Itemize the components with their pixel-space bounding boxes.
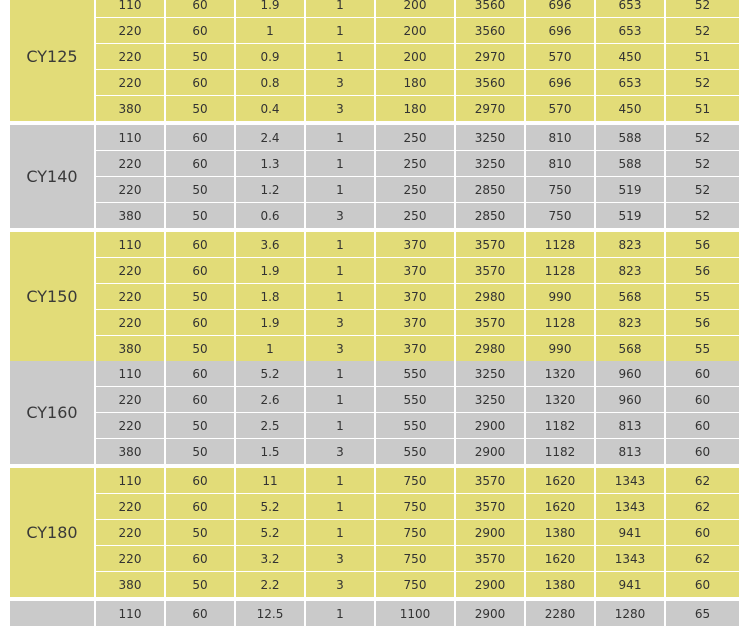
table-cell: 550: [376, 439, 454, 464]
table-cell: 941: [596, 572, 664, 597]
table-cell: 60: [166, 0, 234, 17]
table-cell: 823: [596, 310, 664, 335]
table-cell: 5.2: [236, 494, 304, 519]
table-cell: 51: [666, 44, 739, 69]
table-cell: 3560: [456, 0, 524, 17]
table-cell: 2850: [456, 177, 524, 202]
table-cell: 550: [376, 387, 454, 412]
table-cell: 3250: [456, 361, 524, 386]
table-cell: 3570: [456, 494, 524, 519]
model-label: CY125: [10, 0, 94, 121]
table-cell: 750: [376, 546, 454, 571]
table-cell: 56: [666, 258, 739, 283]
table-cell: 50: [166, 520, 234, 545]
table-cell: 220: [96, 44, 164, 69]
table-cell: 1.2: [236, 177, 304, 202]
table-cell: 3250: [456, 125, 524, 150]
table-cell: 2980: [456, 284, 524, 309]
table-cell: 52: [666, 70, 739, 95]
table-cell: 813: [596, 413, 664, 438]
table-cell: 3: [306, 439, 374, 464]
model-label: CY150: [10, 232, 94, 361]
table-cell: 60: [666, 439, 739, 464]
table-cell: 2.2: [236, 572, 304, 597]
table-cell: 3570: [456, 310, 524, 335]
table-cell: 370: [376, 258, 454, 283]
table-cell: 3570: [456, 232, 524, 257]
table-cell: 1: [306, 520, 374, 545]
table-cell: 1: [236, 336, 304, 361]
model-label: CY160: [10, 361, 94, 464]
table-cell: 568: [596, 336, 664, 361]
table-cell: 2900: [456, 520, 524, 545]
table-cell: 750: [376, 520, 454, 545]
table-cell: 1.5: [236, 439, 304, 464]
table-cell: 110: [96, 0, 164, 17]
table-cell: 941: [596, 520, 664, 545]
table-cell: 519: [596, 177, 664, 202]
table-cell: 3560: [456, 70, 524, 95]
table-cell: 750: [376, 572, 454, 597]
table-cell: 50: [166, 336, 234, 361]
table-cell: 62: [666, 468, 739, 493]
table-cell: 3: [306, 203, 374, 228]
table-cell: 750: [376, 468, 454, 493]
table-cell: 55: [666, 336, 739, 361]
table-cell: 550: [376, 361, 454, 386]
table-cell: 11: [236, 468, 304, 493]
table-cell: 50: [166, 284, 234, 309]
table-cell: 1: [306, 361, 374, 386]
table-cell: 56: [666, 310, 739, 335]
table-cell: 1128: [526, 258, 594, 283]
table-cell: 1: [306, 494, 374, 519]
table-cell: 50: [166, 96, 234, 121]
table-cell: 2900: [456, 439, 524, 464]
table-cell: 1: [306, 387, 374, 412]
table-cell: 60: [166, 18, 234, 43]
table-cell: 450: [596, 96, 664, 121]
table-cell: 5.2: [236, 361, 304, 386]
table-cell: 60: [166, 258, 234, 283]
table-cell: 50: [166, 413, 234, 438]
table-cell: 3.6: [236, 232, 304, 257]
table-cell: 250: [376, 177, 454, 202]
table-cell: 60: [166, 494, 234, 519]
table-cell: 50: [166, 439, 234, 464]
table-cell: 3560: [456, 18, 524, 43]
table-cell: 12.5: [236, 601, 304, 626]
table-cell: 2280: [526, 601, 594, 626]
table-cell: 60: [166, 232, 234, 257]
table-cell: 2970: [456, 44, 524, 69]
table-cell: 1: [306, 284, 374, 309]
table-cell: 1: [306, 151, 374, 176]
table-cell: 1320: [526, 361, 594, 386]
table-cell: 0.9: [236, 44, 304, 69]
table-cell: 52: [666, 125, 739, 150]
table-cell: 52: [666, 0, 739, 17]
table-cell: 810: [526, 151, 594, 176]
table-cell: 51: [666, 96, 739, 121]
table-cell: 60: [166, 361, 234, 386]
table-cell: 1: [306, 125, 374, 150]
table-cell: 3: [306, 310, 374, 335]
table-cell: 1100: [376, 601, 454, 626]
table-cell: 65: [666, 601, 739, 626]
table-cell: 220: [96, 520, 164, 545]
table-cell: 3: [306, 572, 374, 597]
table-cell: 200: [376, 44, 454, 69]
table-cell: 0.8: [236, 70, 304, 95]
table-cell: 60: [166, 125, 234, 150]
table-cell: 823: [596, 232, 664, 257]
table-cell: 370: [376, 232, 454, 257]
table-cell: 60: [666, 572, 739, 597]
table-cell: 250: [376, 203, 454, 228]
table-cell: 220: [96, 413, 164, 438]
table-cell: 220: [96, 387, 164, 412]
table-cell: 380: [96, 96, 164, 121]
table-cell: 220: [96, 258, 164, 283]
table-cell: 50: [166, 203, 234, 228]
table-cell: 220: [96, 546, 164, 571]
table-cell: 588: [596, 151, 664, 176]
table-cell: 52: [666, 18, 739, 43]
table-cell: 2980: [456, 336, 524, 361]
table-cell: 3250: [456, 387, 524, 412]
table-cell: 1: [306, 177, 374, 202]
model-label: CY140: [10, 125, 94, 228]
table-cell: 1182: [526, 413, 594, 438]
table-cell: 1620: [526, 468, 594, 493]
table-cell: 2900: [456, 601, 524, 626]
table-cell: 56: [666, 232, 739, 257]
table-cell: 0.4: [236, 96, 304, 121]
table-cell: 696: [526, 70, 594, 95]
table-cell: 180: [376, 70, 454, 95]
table-cell: 62: [666, 494, 739, 519]
table-cell: 1128: [526, 310, 594, 335]
table-cell: 2.4: [236, 125, 304, 150]
table-cell: 1: [306, 44, 374, 69]
table-cell: 1: [236, 18, 304, 43]
model-label: CY180: [10, 468, 94, 597]
table-cell: 960: [596, 361, 664, 386]
table-cell: 50: [166, 177, 234, 202]
table-cell: 1: [306, 601, 374, 626]
table-cell: 1380: [526, 520, 594, 545]
table-cell: 50: [166, 572, 234, 597]
table-cell: 2900: [456, 572, 524, 597]
table-cell: 2900: [456, 413, 524, 438]
table-cell: 110: [96, 232, 164, 257]
table-cell: 1: [306, 468, 374, 493]
table-cell: 1380: [526, 572, 594, 597]
table-cell: 52: [666, 177, 739, 202]
table-cell: 3250: [456, 151, 524, 176]
table-cell: 3.2: [236, 546, 304, 571]
table-cell: 380: [96, 203, 164, 228]
table-cell: 110: [96, 125, 164, 150]
table-cell: 1: [306, 0, 374, 17]
table-cell: 110: [96, 361, 164, 386]
table-cell: 200: [376, 0, 454, 17]
table-cell: 60: [166, 387, 234, 412]
table-cell: 1.9: [236, 258, 304, 283]
table-cell: 519: [596, 203, 664, 228]
table-cell: 60: [166, 151, 234, 176]
table-cell: 220: [96, 70, 164, 95]
table-cell: 220: [96, 18, 164, 43]
table-cell: 3570: [456, 468, 524, 493]
table-cell: 3: [306, 70, 374, 95]
table-cell: 2.6: [236, 387, 304, 412]
table-cell: 0.6: [236, 203, 304, 228]
table-cell: 1.9: [236, 0, 304, 17]
table-cell: 55: [666, 284, 739, 309]
table-cell: 220: [96, 151, 164, 176]
table-cell: 1: [306, 258, 374, 283]
table-cell: 60: [666, 520, 739, 545]
table-cell: 60: [666, 387, 739, 412]
table-cell: 990: [526, 284, 594, 309]
table-cell: 1.8: [236, 284, 304, 309]
table-cell: 1.9: [236, 310, 304, 335]
table-cell: 1182: [526, 439, 594, 464]
table-cell: 110: [96, 601, 164, 626]
table-cell: 1280: [596, 601, 664, 626]
table-cell: 653: [596, 70, 664, 95]
table-cell: 1: [306, 413, 374, 438]
table-cell: 3570: [456, 258, 524, 283]
table-cell: 3: [306, 96, 374, 121]
table-cell: 813: [596, 439, 664, 464]
table-cell: 250: [376, 125, 454, 150]
table-cell: 370: [376, 284, 454, 309]
table-cell: 380: [96, 572, 164, 597]
table-cell: 1: [306, 18, 374, 43]
table-cell: 810: [526, 125, 594, 150]
table-cell: 250: [376, 151, 454, 176]
table-cell: 60: [666, 361, 739, 386]
table-cell: 750: [526, 203, 594, 228]
table-cell: 696: [526, 18, 594, 43]
table-cell: 588: [596, 125, 664, 150]
table-cell: 750: [526, 177, 594, 202]
table-cell: 570: [526, 96, 594, 121]
table-cell: 2.5: [236, 413, 304, 438]
table-cell: 3: [306, 546, 374, 571]
table-cell: 60: [666, 413, 739, 438]
table-cell: 110: [96, 468, 164, 493]
table-cell: 180: [376, 96, 454, 121]
table-cell: 550: [376, 413, 454, 438]
table-cell: 1343: [596, 546, 664, 571]
table-cell: 50: [166, 44, 234, 69]
table-cell: 1320: [526, 387, 594, 412]
table-cell: 60: [166, 310, 234, 335]
table-cell: 653: [596, 18, 664, 43]
table-cell: 52: [666, 151, 739, 176]
table-cell: 750: [376, 494, 454, 519]
table-cell: 60: [166, 468, 234, 493]
table-cell: 220: [96, 177, 164, 202]
table-cell: 1: [306, 232, 374, 257]
table-cell: 370: [376, 310, 454, 335]
table-cell: 653: [596, 0, 664, 17]
table-cell: 220: [96, 310, 164, 335]
table-cell: 380: [96, 439, 164, 464]
table-cell: 220: [96, 284, 164, 309]
table-cell: 5.2: [236, 520, 304, 545]
table-cell: 823: [596, 258, 664, 283]
table-cell: 60: [166, 70, 234, 95]
table-cell: 1343: [596, 468, 664, 493]
table-cell: 696: [526, 0, 594, 17]
table-cell: 570: [526, 44, 594, 69]
table-cell: 1128: [526, 232, 594, 257]
table-cell: 1620: [526, 546, 594, 571]
table-cell: 3: [306, 336, 374, 361]
table-cell: 1.3: [236, 151, 304, 176]
table-cell: 960: [596, 387, 664, 412]
table-cell: 1620: [526, 494, 594, 519]
table-cell: 60: [166, 546, 234, 571]
table-cell: 60: [166, 601, 234, 626]
table-cell: 568: [596, 284, 664, 309]
table-cell: 370: [376, 336, 454, 361]
table-cell: 2970: [456, 96, 524, 121]
table-cell: 220: [96, 494, 164, 519]
table-cell: 3570: [456, 546, 524, 571]
table-cell: 200: [376, 18, 454, 43]
table-cell: 450: [596, 44, 664, 69]
table-cell: 52: [666, 203, 739, 228]
table-cell: 380: [96, 336, 164, 361]
table-cell: 990: [526, 336, 594, 361]
table-cell: 62: [666, 546, 739, 571]
table-cell: 2850: [456, 203, 524, 228]
table-cell: 1343: [596, 494, 664, 519]
